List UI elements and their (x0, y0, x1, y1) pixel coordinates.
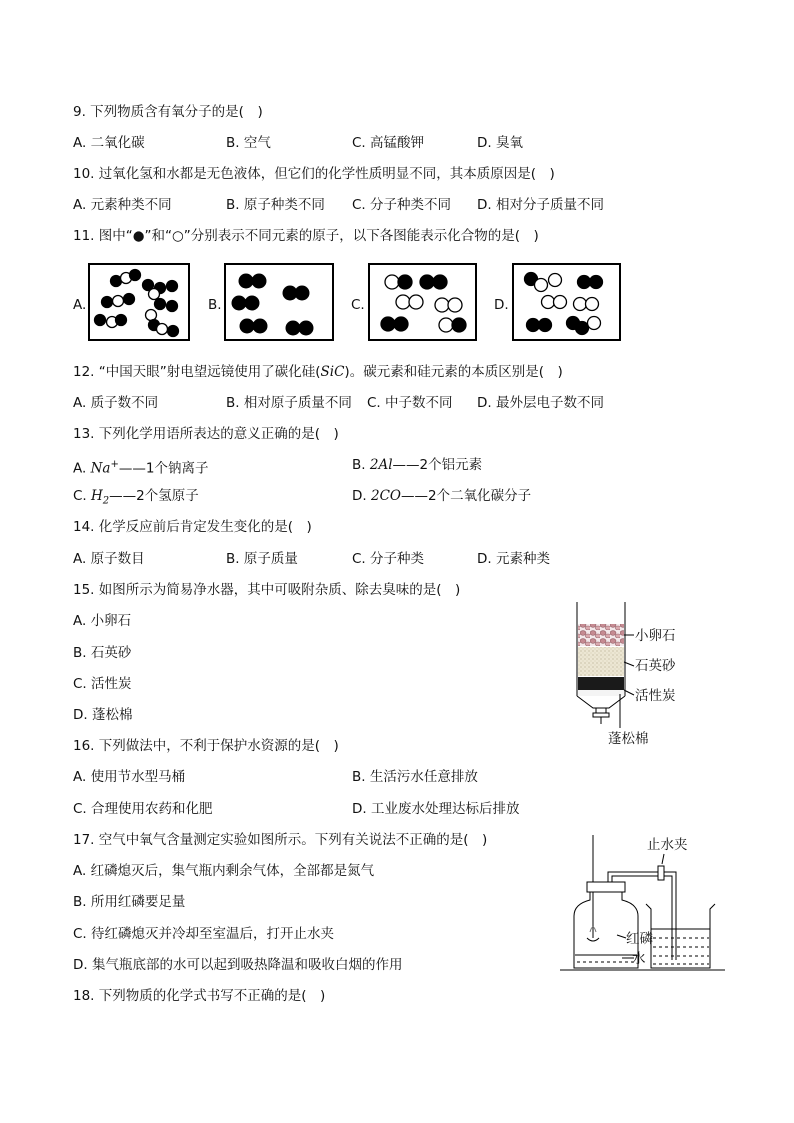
q13-a-formula: Na (90, 460, 111, 477)
particle-diagram-b (226, 265, 332, 339)
q14-option-d: D. 元素种类 (477, 551, 550, 567)
q16-option-b: B. 生活污水任意排放 (352, 769, 478, 785)
q13-b-formula: 2Al (369, 457, 393, 473)
q16-option-c: C. 合理使用农药和化肥 (73, 801, 213, 817)
q13-option-c (73, 487, 199, 511)
q16-option-a: A. 使用节水型马桶 (73, 769, 186, 785)
q13-d-text: ——2个二氧化碳分子 (400, 488, 532, 504)
q17-option-c: C. 待红磷熄灭并冷却至室温后，打开止水夹 (73, 926, 335, 942)
q13-option-b (352, 456, 482, 474)
q13-a-text: ——1个钠离子 (118, 460, 209, 477)
q12-option-c: C. 中子数不同 (367, 395, 453, 411)
particle-diagram-a (90, 265, 188, 339)
q13-c-text: ——2个氢原子 (109, 488, 199, 504)
particle-diagram-d (514, 265, 619, 339)
q9-stem: 9. 下列物质含有氧分子的是( ) (73, 104, 263, 120)
experiment-label-water: 水 (632, 951, 646, 967)
q17-option-a: A. 红磷熄灭后，集气瓶内剩余气体，全部都是氮气 (73, 863, 375, 879)
q12-stem-post: )。碳元素和硅元素的本质区别是( ) (344, 364, 563, 380)
q13-d-label: D. (352, 488, 371, 504)
q13-stem: 13. 下列化学用语所表达的意义正确的是( ) (73, 426, 339, 442)
q14-stem: 14. 化学反应前后肯定发生变化的是( ) (73, 519, 312, 535)
q11-box-label-c: C. (351, 297, 365, 313)
experiment-label-red-phosphorus: 红磷 (626, 931, 653, 947)
q12-formula: SiC (320, 364, 345, 380)
q11-particle-box-a (88, 263, 190, 341)
q11-particle-box-b (224, 263, 334, 341)
q13-d-formula: 2CO (370, 488, 401, 504)
q13-a-label: A. (73, 460, 91, 477)
q13-b-label: B. (352, 457, 370, 473)
q15-option-d: D. 蓬松棉 (73, 707, 133, 723)
q15-option-b: B. 石英砂 (73, 645, 132, 661)
q16-option-d: D. 工业废水处理达标后排放 (352, 801, 520, 817)
q18-stem: 18. 下列物质的化学式书写不正确的是( ) (73, 988, 326, 1004)
q11-box-label-d: D. (494, 297, 509, 313)
purifier-label-activated-carbon: 活性炭 (635, 688, 676, 704)
particle-diagram-c (370, 265, 475, 339)
q12-option-d: D. 最外层电子数不同 (477, 395, 604, 411)
q12-option-a: A. 质子数不同 (73, 395, 159, 411)
purifier-label-pebbles: 小卵石 (635, 628, 676, 644)
q17-stem: 17. 空气中氧气含量测定实验如图所示。下列有关说法不正确的是( ) (73, 832, 488, 848)
q13-option-d (352, 487, 531, 505)
q17-option-d: D. 集气瓶底部的水可以起到吸热降温和吸收白烟的作用 (73, 957, 403, 973)
q17-option-b: B. 所用红磷要足量 (73, 894, 186, 910)
q13-c-label: C. (73, 488, 92, 504)
q15-stem: 15. 如图所示为简易净水器，其中可吸附杂质、除去臭味的是( ) (73, 582, 461, 598)
q13-a-charge: + (110, 459, 119, 470)
experiment-label-water-clip: 止水夹 (647, 837, 688, 853)
q11-box-label-b: B. (208, 297, 222, 313)
q13-c-subscript: 2 (102, 495, 110, 507)
q9-option-d: D. 臭氧 (477, 135, 523, 151)
q13-b-text: ——2个铝元素 (392, 457, 483, 473)
q9-option-a: A. 二氧化碳 (73, 135, 145, 151)
q12-option-b: B. 相对原子质量不同 (226, 395, 352, 411)
q13-option-a (73, 456, 208, 478)
q13-c-formula: H (91, 488, 103, 504)
q11-particle-box-c (368, 263, 477, 341)
q14-option-c: C. 分子种类 (352, 551, 425, 567)
q14-option-b: B. 原子质量 (226, 551, 298, 567)
purifier-label-quartz-sand: 石英砂 (635, 658, 676, 674)
purifier-label-cotton: 蓬松棉 (608, 731, 649, 747)
q11-stem: 11. 图中“●”和“○”分别表示不同元素的原子，以下各图能表示化合物的是( ) (73, 228, 539, 244)
q12-stem-pre: 12. “中国天眼”射电望远镜使用了碳化硅( (73, 364, 321, 380)
q10-stem: 10. 过氧化氢和水都是无色液体，但它们的化学性质明显不同，其本质原因是( ) (73, 166, 555, 182)
q14-option-a: A. 原子数目 (73, 551, 145, 567)
q11-particle-box-d (512, 263, 621, 341)
q10-option-b: B. 原子种类不同 (226, 197, 325, 213)
q10-option-c: C. 分子种类不同 (352, 197, 452, 213)
q10-option-a: A. 元素种类不同 (73, 197, 172, 213)
q9-option-c: C. 高锰酸钾 (352, 135, 425, 151)
q9-option-b: B. 空气 (226, 135, 271, 151)
q15-option-c: C. 活性炭 (73, 676, 132, 692)
q15-option-a: A. 小卵石 (73, 613, 132, 629)
q12-stem (73, 363, 563, 381)
q11-box-label-a: A. (73, 297, 87, 313)
q16-stem: 16. 下列做法中，不利于保护水资源的是( ) (73, 738, 339, 754)
q10-option-d: D. 相对分子质量不同 (477, 197, 604, 213)
